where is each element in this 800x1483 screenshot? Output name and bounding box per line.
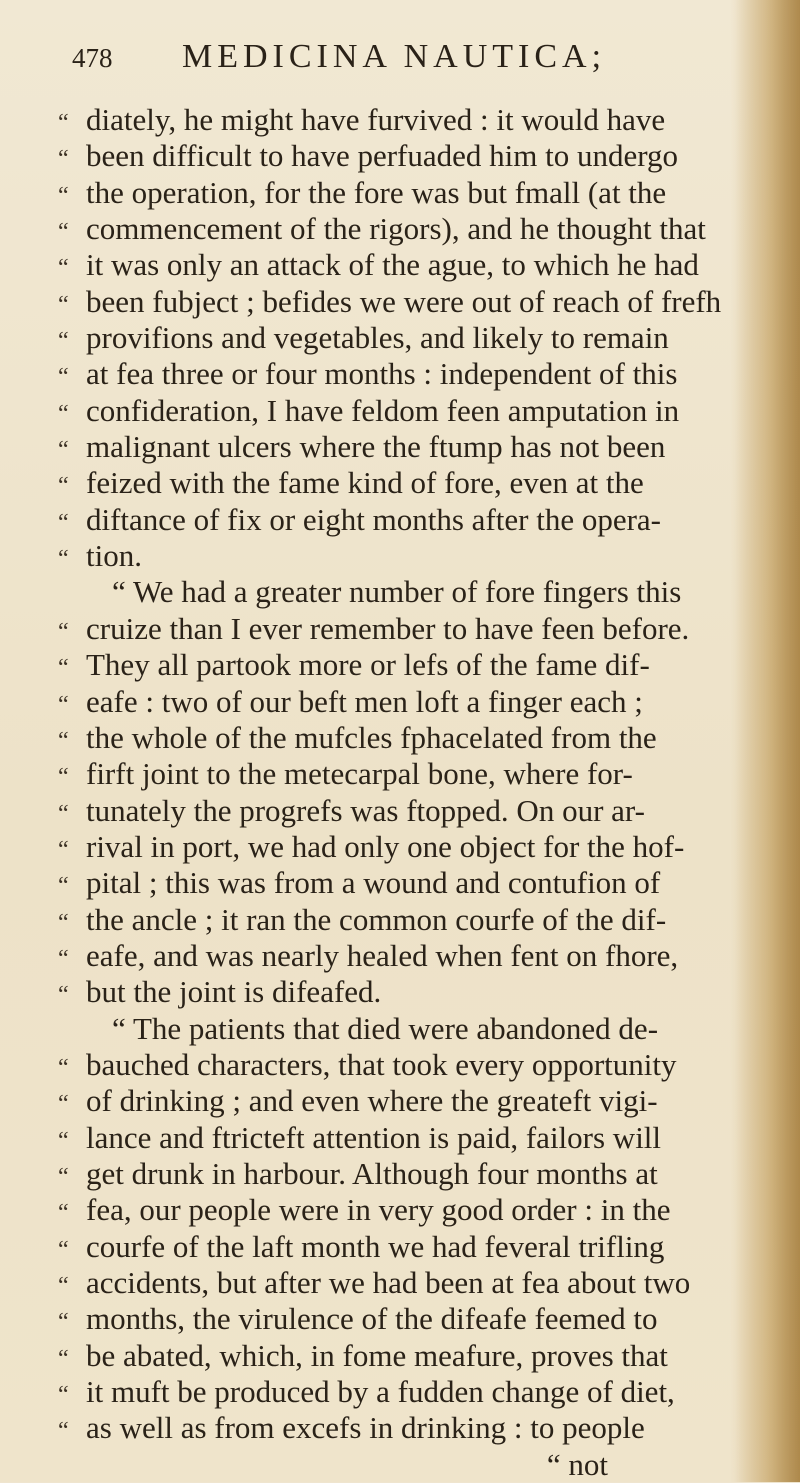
text-line [58, 720, 748, 756]
text-line [58, 1410, 748, 1446]
line-text: been fubject ; befides we were out of reach of frefh [86, 283, 722, 319]
line-text: fea, our people were in very good order : in the [86, 1192, 671, 1228]
text-line [58, 793, 748, 829]
text-line [58, 138, 748, 174]
line-text: be abated, which, in fome meafure, proves that [86, 1337, 668, 1373]
text-line [58, 102, 748, 138]
text-line [58, 429, 748, 465]
line-text: eafe : two of our beft men loft a finger each ; [86, 683, 643, 719]
quote-marker: “ [58, 1163, 69, 1190]
line-text: “ We had a greater number of fore fingers this [112, 574, 682, 610]
text-line [58, 756, 748, 792]
text-line [58, 465, 748, 501]
line-text: of drinking ; and even where the greateft vigi- [86, 1083, 658, 1119]
catchword-line [58, 1447, 748, 1483]
line-text: firft joint to the metecarpal bone, where for- [86, 756, 633, 792]
quote-marker: “ [58, 219, 69, 246]
line-text: get drunk in harbour. Although four months at [86, 1155, 658, 1191]
text-line [58, 393, 748, 429]
line-text: “ The patients that died were abandoned de- [112, 1010, 659, 1046]
quote-marker: “ [58, 146, 69, 173]
quote-marker: “ [58, 873, 69, 900]
quote-marker: “ [58, 655, 69, 682]
text-line [58, 1192, 748, 1228]
line-text: it muft be produced by a fudden change of diet, [86, 1374, 675, 1410]
text-line [58, 1301, 748, 1337]
line-text: diately, he might have furvived : it would have [86, 102, 666, 137]
page-number: 478 [72, 43, 113, 73]
text-line [58, 1338, 748, 1374]
running-head: MEDICINA NAUTICA; [182, 38, 607, 75]
text-line [58, 538, 748, 574]
line-text: tion. [86, 538, 142, 574]
text-line [58, 611, 748, 647]
line-text: the whole of the mufcles fphacelated from the [86, 719, 657, 755]
text-line [58, 502, 748, 538]
line-text: but the joint is difeafed. [86, 974, 382, 1010]
line-text: malignant ulcers where the ftump has not been [86, 429, 666, 465]
text-line [58, 1156, 748, 1192]
line-text: tunately the progrefs was ftopped. On our ar- [86, 792, 645, 828]
line-text: bauched characters, that took every opportunity [86, 1046, 677, 1082]
quote-marker: “ [58, 328, 69, 355]
line-text: confideration, I have feldom feen amputation in [86, 392, 680, 428]
quote-marker: “ [58, 1054, 69, 1081]
line-text: commencement of the rigors), and he thought that [86, 211, 706, 247]
quote-marker: “ [58, 182, 69, 209]
quote-marker: “ [58, 618, 69, 645]
line-text: courfe of the laft month we had feveral trifling [86, 1228, 665, 1264]
quote-marker: “ [58, 509, 69, 536]
text-line [58, 684, 748, 720]
text-line [58, 356, 748, 392]
quote-marker: “ [58, 546, 69, 573]
line-text: pital ; this was from a wound and contufion of [86, 865, 661, 901]
text-line [58, 175, 748, 211]
text-line [58, 1120, 748, 1156]
quote-marker: “ [58, 400, 69, 427]
text-line [58, 574, 748, 610]
quote-marker: “ [58, 691, 69, 718]
line-text: They all partook more or lefs of the fame dif- [86, 647, 650, 683]
text-line [58, 1083, 748, 1119]
line-text: at fea three or four months : independent of this [86, 356, 678, 392]
quote-marker: “ [58, 1345, 69, 1372]
text-line [58, 829, 748, 865]
quote-marker: “ [58, 764, 69, 791]
line-text: feized with the fame kind of fore, even at the [86, 465, 644, 501]
line-text: the ancle ; it ran the common courfe of the dif- [86, 901, 667, 937]
line-text: been difficult to have perfuaded him to undergo [86, 138, 678, 174]
body-text [58, 102, 748, 1483]
catchword: “ not [546, 1446, 608, 1482]
text-line [58, 1047, 748, 1083]
line-text: diftance of fix or eight months after the opera- [86, 501, 661, 537]
quote-marker: “ [58, 291, 69, 318]
text-line [58, 865, 748, 901]
text-line [58, 647, 748, 683]
quote-marker: “ [58, 727, 69, 754]
text-line [58, 1229, 748, 1265]
text-line [58, 1011, 748, 1047]
quote-marker: “ [58, 800, 69, 827]
line-text: it was only an attack of the ague, to which he had [86, 247, 699, 283]
quote-marker: “ [58, 945, 69, 972]
line-text: the operation, for the fore was but fmall (at the [86, 174, 667, 210]
line-text: accidents, but after we had been at fea about two [86, 1265, 691, 1300]
quote-marker: “ [58, 473, 69, 500]
text-line [58, 284, 748, 320]
quote-marker: “ [58, 437, 69, 464]
line-text: provifions and vegetables, and likely to remain [86, 320, 669, 356]
quote-marker: “ [58, 255, 69, 282]
text-line [58, 247, 748, 283]
text-line [58, 320, 748, 356]
quote-marker: “ [58, 1418, 69, 1445]
quote-marker: “ [58, 1091, 69, 1118]
quote-marker: “ [58, 1382, 69, 1409]
page-header [72, 38, 720, 78]
line-text: months, the virulence of the difeafe feemed to [86, 1301, 658, 1337]
text-line [58, 211, 748, 247]
quote-marker: “ [58, 1236, 69, 1263]
quote-marker: “ [58, 1127, 69, 1154]
quote-marker: “ [58, 982, 69, 1009]
quote-marker: “ [58, 1273, 69, 1299]
line-text: cruize than I ever remember to have feen before. [86, 610, 690, 646]
quote-marker: “ [58, 364, 69, 391]
line-text: lance and ftricteft attention is paid, failors will [86, 1119, 662, 1155]
text-line [58, 902, 748, 938]
quote-marker: “ [58, 1200, 69, 1227]
quote-marker: “ [58, 1309, 69, 1336]
line-text: eafe, and was nearly healed when fent on fhore, [86, 937, 679, 973]
text-line [58, 974, 748, 1010]
quote-marker: “ [58, 836, 69, 863]
text-line [58, 1374, 748, 1410]
quote-marker: “ [58, 110, 69, 136]
line-text: rival in port, we had only one object for the hof- [86, 828, 685, 864]
text-line [58, 938, 748, 974]
line-text: as well as from excefs in drinking : to people [86, 1410, 645, 1446]
text-line [58, 1265, 748, 1301]
quote-marker: “ [58, 909, 69, 936]
